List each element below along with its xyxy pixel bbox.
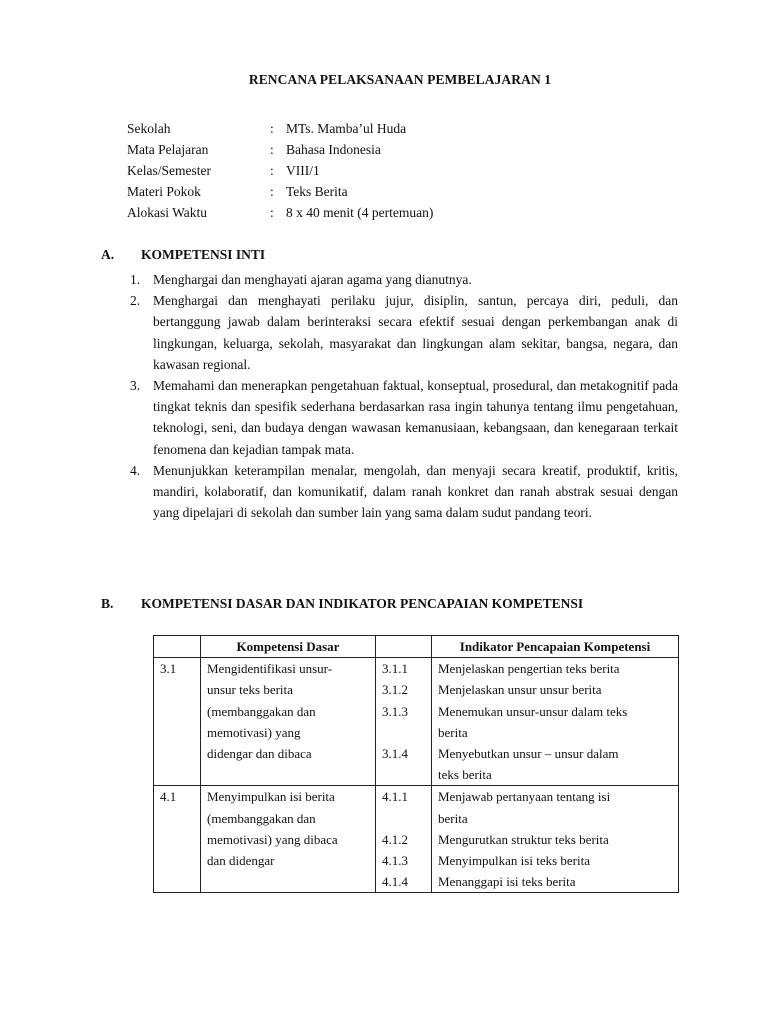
identity-value: VIII/1 [286, 163, 320, 178]
table-header-empty [154, 636, 201, 658]
indicator-number: 3.1.3 [382, 703, 408, 719]
identity-label: Alokasi Waktu [127, 205, 208, 220]
indicator-number [382, 764, 425, 785]
indicator-numbers [376, 786, 432, 893]
indicator-line: Mengurutkan struktur teks berita [438, 831, 609, 847]
list-text: Menunjukkan keterampilan menalar, mengolah, dan menyaji secara kreatif, produktif, kritis, mandiri, kolaboratif, dan komunikatif, dalam ranah konkret dan ranah abstrak sesuai dengan yang dipelajari di sekolah dan sumber lain yang sama dalam sudut pandang teori. [153, 462, 678, 521]
identity-value: Teks Berita [286, 184, 348, 199]
kd-line: (membanggakan dan [207, 703, 316, 719]
identity-block [127, 118, 687, 223]
kd-line [207, 871, 369, 892]
list-text: Menghargai dan menghayati perilaku jujur, disiplin, santun, percaya diri, peduli, dan bertanggung jawab dalam berinteraksi secara efektif sesuai dengan perkembangan anak di lingkungan, keluarga, sekolah, masyarakat dan lingkungan alam sekitar, bangsa, negara, dan kawasan regional. [153, 293, 678, 372]
list-text: Memahami dan menerapkan pengetahuan faktual, konseptual, prosedural, dan metakognitif pada tingkat teknis dan spesifik sederhana berdasarkan rasa ingin tahunya tentang ilmu pengetahuan, teknologi, seni, dan budaya dengan wawasan kemanusiaan, kebangsaan, dan kenegaraan terkait fenomena dan kejadian tampak mata. [153, 378, 678, 457]
kd-line: Mengidentifikasi unsur- [207, 661, 333, 677]
indicator-number: 3.1.2 [382, 682, 408, 698]
kd-line: memotivasi) yang [207, 724, 301, 740]
identity-label: Materi Pokok [127, 184, 201, 199]
identity-label: Mata Pelajaran [127, 142, 209, 157]
identity-colon: : [270, 121, 274, 136]
identity-value: Bahasa Indonesia [286, 142, 381, 157]
indicator-line: Menanggapi isi teks berita [438, 874, 576, 890]
identity-colon: : [270, 184, 274, 199]
indicator-line: Menemukan unsur-unsur dalam teks [438, 703, 628, 719]
indicator-descriptions [432, 658, 679, 786]
kd-line: unsur teks berita [207, 682, 293, 698]
indicator-number: 3.1.4 [382, 746, 408, 761]
kd-number: 4.1 [154, 786, 201, 893]
kd-line: dan didengar [207, 853, 275, 869]
core-competence-list [130, 269, 678, 523]
list-text: Menghargai dan menghayati ajaran agama yang dianutnya. [153, 272, 472, 287]
table-row [154, 786, 679, 893]
identity-value: 8 x 40 menit (4 pertemuan) [286, 205, 434, 220]
identity-value: MTs. Mamba’ul Huda [286, 121, 407, 136]
identity-colon: : [270, 205, 274, 220]
indicator-line: teks berita [438, 767, 492, 783]
table-header-kd: Kompetensi Dasar [201, 636, 376, 658]
kd-description [201, 786, 376, 893]
section-letter: B. [101, 596, 114, 611]
table-header-empty [376, 636, 432, 658]
document-title: RENCANA PELAKSANAAN PEMBELAJARAN 1 [248, 72, 552, 87]
indicator-line: Menjawab pertanyaan tentang isi [438, 789, 611, 805]
identity-label: Sekolah [127, 121, 171, 136]
identity-colon: : [270, 142, 274, 157]
indicator-descriptions [432, 786, 679, 893]
table-row [154, 658, 679, 786]
indicator-line: Menjelaskan unsur unsur berita [438, 682, 602, 698]
list-item [130, 290, 678, 375]
list-number: 3. [130, 378, 141, 394]
list-item [130, 460, 678, 524]
list-number: 1. [130, 272, 141, 287]
identity-row-school [127, 118, 687, 139]
list-number: 2. [130, 293, 141, 309]
indicator-number: 4.1.4 [382, 874, 408, 890]
identity-row-class [127, 160, 687, 181]
indicator-numbers [376, 658, 432, 786]
kd-line: didengar dan dibaca [207, 746, 312, 762]
indicator-line: Menyebutkan unsur – unsur dalam [438, 746, 619, 762]
list-item [130, 269, 678, 290]
identity-row-subject [127, 139, 687, 160]
indicator-line: berita [438, 810, 468, 826]
indicator-number: 4.1.2 [382, 831, 408, 847]
competence-table [153, 635, 679, 893]
identity-row-time [127, 202, 687, 223]
table-header-indicator: Indikator Pencapaian Kompetensi [432, 636, 679, 658]
identity-row-topic [127, 181, 687, 202]
kd-description [201, 658, 376, 786]
list-item [130, 375, 678, 460]
section-letter: A. [101, 247, 115, 262]
kd-line: memotivasi) yang dibaca [207, 831, 338, 847]
table-header-row [154, 636, 679, 658]
identity-label: Kelas/Semester [127, 163, 211, 178]
list-number: 4. [130, 462, 141, 478]
indicator-line: berita [438, 724, 468, 740]
kd-line: (membanggakan dan [207, 810, 316, 826]
indicator-number: 3.1.1 [382, 661, 408, 677]
kd-line: Menyimpulkan isi berita [207, 789, 335, 805]
section-title: KOMPETENSI INTI [141, 247, 266, 262]
indicator-number [382, 808, 425, 829]
kd-number: 3.1 [154, 658, 201, 786]
identity-colon: : [270, 163, 274, 178]
indicator-number: 4.1.3 [382, 853, 408, 869]
indicator-line: Menjelaskan pengertian teks berita [438, 661, 620, 677]
section-title: KOMPETENSI DASAR DAN INDIKATOR PENCAPAIAN KOMPETENSI [141, 596, 584, 611]
indicator-line: Menyimpulkan isi teks berita [438, 853, 591, 869]
indicator-number: 4.1.1 [382, 789, 408, 805]
indicator-number [382, 722, 425, 743]
